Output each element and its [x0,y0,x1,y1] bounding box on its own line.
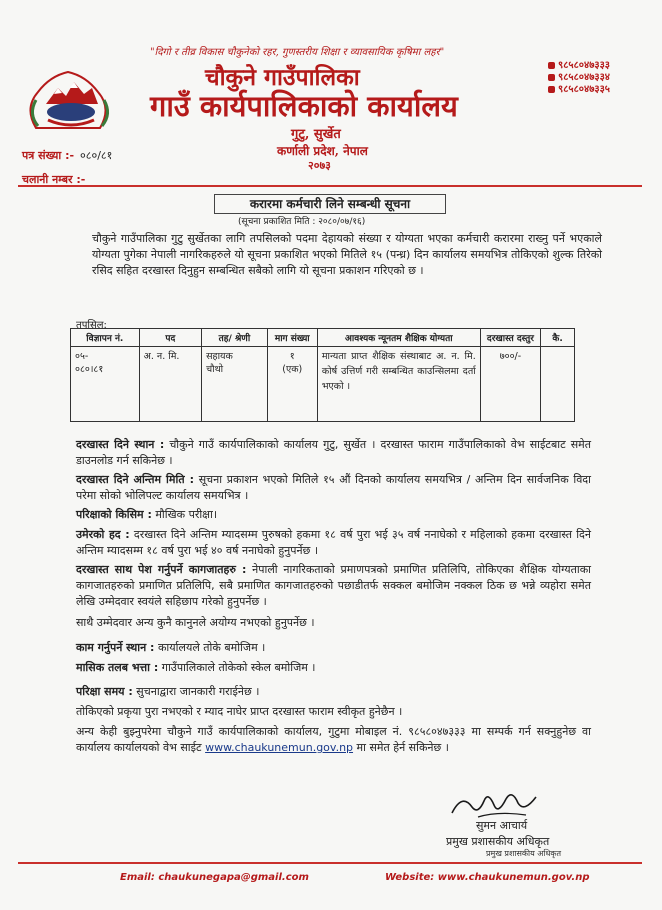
header-motto: "दिगो र तीव्र विकास चौकुनेको रहर, गुणस्तरीय शिक्षा र व्यावसायिक कृषिमा लहर" [150,47,445,58]
signatory-title: प्रमुख प्रशासकीय अधिकृत [446,835,550,848]
municipality-name: चौकुने गाउँपालिका [205,64,360,91]
phone-icon [548,62,555,69]
section-exam-time: परिक्षा समय : सुचनाद्वारा जानकारी गराईनेछ । [76,685,260,698]
reference-number: पत्र संख्या :- ०८०/८१ [22,149,113,162]
col-header-level: तह/ श्रेणी [202,329,268,347]
section-age-limit: उमेरको हद : दरखास्त दिने अन्तिम म्यादसम्म पुरुषको हकमा १८ वर्ष पुरा भई ३५ वर्ष ननाघेको र महिलाको हकमा दरखास्त दिने अन्तिम म्यादसम्म १८ वर्ष पुरा भई ४० वर्ष ननाघेको हुनुपर्नेछ । [76,528,591,557]
cell-qualification: मान्यता प्राप्त शैक्षिक संस्थाबाट अ. न. मि. कोर्ष उत्तिर्ण गरी सम्बन्धित काउन्सिलमा दर्ता भएको । [317,347,480,422]
cell-post: अ. न. मि. [139,347,201,422]
section-contact: अन्य केही बुझ्नुपरेमा चौकुने गाउँ कार्यपालिकाको कार्यालय, गुटुमा मोबाइल नं. ९८५८०४७३३३ मा सम्पर्क गर्न सक्नुहुनेछ वा कार्यालय कार्यालयको वेभ साईट www.chaukunemun.gov.np मा समेत हेर्न सकिनेछ । [76,725,591,754]
section-late-applications: तोकिएको प्रकृया पुरा नभएको र म्याद नाघेर प्राप्त दरखास्त फाराम स्वीकृत हुनेछैन । [76,705,403,718]
section-exam-type: परिक्षाको किसिम : मौखिक परीक्षा। [76,508,218,521]
footer-website[interactable]: Website: www.chaukunemun.gov.np [385,872,590,883]
phone-icon [548,86,555,93]
signatory-name: सुमन आचार्य [476,819,528,832]
cell-fee: ७००/- [480,347,540,422]
col-header-qualification: आवश्यक न्यूनतम शैक्षिक योग्यता [317,329,480,347]
notice-body: चौकुने गाउँपालिका गुटु सुर्खेतका लागि तपसिलको पदमा देहायको संख्या र योग्यता भएका कर्मचारी करारमा राख्नु पर्ने भएकाले योग्यता पुगेका नेपाली नागरिकहरुले यो सूचना प्रकाशित भएको मितिले १५ (पन्ध्र) दिन कार्यालय समयभित्र तोकिएको शुल्क तिरेको रसिद सहित दरखास्त दिनुहुन सम्बन्धित सबैको लागि यो सूचना प्रकाशन गरिएको छ । [92,232,602,277]
section-documents: दरखास्त साथ पेश गर्नुपर्ने कागजातहरु : नेपाली नागरिकताको प्रमाणपत्रको प्रमाणित प्रतिलिपि, तोकिएका शैक्षिक योग्यताका कागजातहरुको प्रमाणित प्रतिलिपि, सबै प्रमाणित कागजातहरुको पछाडीतर्फ सक्कल बमोजिम नक्कल ठिक छ भन्ने व्यहोरा समेत लेखि उम्मेदवार स्वयंले सहिछाप गरेको हुनुपर्नेछ । [76,563,592,608]
phone-item: ९८५८०४७३३३ [548,60,610,72]
phone-list [548,60,610,96]
col-header-fee: दरखास्त दस्तुर [480,329,540,347]
col-header-quota: माग संख्या [267,329,317,347]
dispatch-number-label: चलानी नम्बर :- [22,173,86,186]
handwritten-signature [448,787,540,821]
address-line-1: गुटु, सुर्खेत [291,127,341,142]
footer-email[interactable]: Email: chaukunegapa@gmail.com [120,872,309,883]
phone-icon [548,74,555,81]
notice-subject: करारमा कर्मचारी लिने सम्बन्धी सूचना [214,194,446,214]
vacancy-table [70,328,575,422]
section-deadline: दरखास्त दिने अन्तिम मिति : सूचना प्रकाशन भएको मितिले १५ औं दिनको कार्यालय समयभित्र / अन्तिम दिन सार्वजनिक विदा परेमा सोको भोलिपल्ट कार्यालय समयभित्र । [76,473,591,502]
address-line-2: कर्णाली प्रदेश, नेपाल [277,144,368,158]
section-eligibility: साथै उम्मेदवार अन्य कुनै कानुनले अयोग्य नभएको हुनुपर्नेछ । [76,616,315,629]
col-header-ad-number: विज्ञापन नं. [71,329,140,347]
signatory-stamp-title: प्रमुख प्रशासकीय अधिकृत [486,849,562,858]
table-header-row [71,329,575,347]
nepal-emblem-logo [18,64,120,136]
phone-item: ९८५८०४७३३५ [548,84,610,96]
section-salary: मासिक तलब भत्ता : गाउँपालिकाले तोकेको स्केल बमोजिम । [76,661,316,674]
published-date: (सूचना प्रकाशित मिति : २०८०/०७/१६) [238,217,366,227]
cell-level: सहायक चौथो [202,347,268,422]
cell-quota: १ (एक) [267,347,317,422]
website-link[interactable]: www.chaukunemun.gov.np [205,741,354,754]
col-header-post: पद [139,329,201,347]
phone-item: ९८५८०४७३३४ [548,72,610,84]
col-header-remarks: कै. [541,329,575,347]
header-divider [18,185,642,187]
cell-ad-number: ०५- ०८०।८१ [71,347,140,422]
section-workplace: काम गर्नुपर्ने स्थान : कार्यालयले तोके बमोजिम । [76,641,266,654]
established-year: २०७३ [308,159,331,172]
section-application-place: दरखास्त दिने स्थान : चौकुने गाउँ कार्यपालिकाको कार्यालय गुटु, सुर्खेत । दरखास्त फाराम गाउँपालिकाको वेभ साईटबाट समेत डाउनलोड गर्न सकिनेछ । [76,438,591,467]
details-label: तपसिल: [76,320,107,331]
office-name: गाउँ कार्यपालिकाको कार्यालय [150,89,458,123]
cell-remarks [541,347,575,422]
table-row [71,347,575,422]
footer-divider [18,862,642,864]
